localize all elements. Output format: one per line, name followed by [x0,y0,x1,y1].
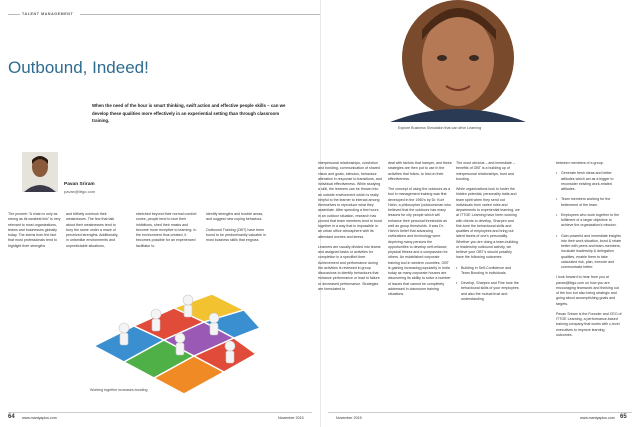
footer-url-right: www.mantyaplus.com [580,416,615,420]
list-item: • Team members working for the betterment of the team. [556,197,622,208]
article-title: Outbound, Indeed! [8,58,149,77]
portrait-photo [330,0,560,122]
author-email: pavan@lttgo.com [64,189,96,194]
column-4 [206,212,266,248]
column-5 [318,161,382,297]
jigsaw-team-illustration [84,276,264,400]
header-rule-left [8,14,20,15]
column-5-paragraph-1: interpersonal relationships, conviction and bonding, communication of shared vision and goals, stimulus, behaviour alteration in response to transitions, and individual effectiveness. While studying a skill, the learners can be thrown into an outside environment which is really helpful to the learner to interact among themselves to reproduce what they assimilate. After spending a few hours in an outdoor situation, research has proved that team members tend to bond together in a way that is impossible in an urban office atmosphere with its attendant worries and stress. [318,161,382,239]
section-tag: TALENT MANAGEMENT [22,12,74,16]
column-2 [66,212,120,254]
footer-url-left: www.mantyaplus.com [22,416,57,420]
page-number-right: 65 [620,414,627,420]
list-item: • Develop, Sharpen and Fine tune the behavioural skills of your employees and also the mutual trust and understanding [456,281,520,302]
column-7-paragraph-1: The most obvious – and immediate – benefits of OBT is a building up of interpersonal relationships, trust and bonding. [456,161,515,181]
column-8-bullets [556,171,622,270]
column-7 [456,161,520,307]
column-3 [136,212,198,254]
column-6 [388,161,452,302]
jigsaw-caption: Working together increases bonding [90,388,148,392]
column-4-paragraph-1: identify strengths and trouble areas, and suggest new coping behaviour. [206,212,264,222]
column-4-paragraph-2: Outbound Training (OBT) have been found to be predominantly valuable in most business skills that engross [206,227,266,242]
column-1 [8,212,62,254]
column-8-closing-1: I look forward to hear from you at pavan@lttgo.com on how you are encouraging teamwork and thinking out of the box but also being strategic and going about accomplishing goals and targets. [556,275,619,306]
column-6-paragraph-2: The concept of using the outdoors as a tool in management training was first developed in the 1950's by Dr. Kurt Hahn, a philosopher (outdoorsman who believed that the outdoors has many lessons for city people which will enhance their personal thresholds as well as group thresholds. It was Dr. Hahn's belief that advancing civilizations and technology were depriving many persons the opportunities to develop self-reliance, physical fitness and a compassion for others. An established corporate training tool in western countries, OBT is gaining increasing popularity in India today as many corporate houses are discovering its ability to solve a number of issues that cannot be completely addressed in classroom training situations. [388,187,451,296]
column-6-paragraph-1: deal with factors that hamper, and these strategies are then put to use in the activities that follow, to trial on their effectiveness. [388,161,452,181]
column-8-closing-2: Pavan Sriram is the Founder and CEO of ITTGE Learning, a performance-based training company that works with c-level executives to improve learning outcomes. [556,311,622,337]
page-number-left: 64 [8,414,15,420]
column-7-bullets [456,266,520,303]
footer-rule-left [8,412,312,413]
list-item: • Building in Self-Confidence and Team Bonding in individuals. [456,266,520,277]
list-item: • Generate fresh ideas and better attitudes which act as a trigger to reconsider existing work-related attitudes. [556,171,622,192]
list-item: • Gain powerful and immediate insights into their work situation, bond & relate better with peers and team-members, inculcate leadership & delegation qualities, enable them to take calculated risk, plan, execute and communicate better. [556,234,622,271]
header-rule-right [80,14,320,15]
footer-date-right: November 2015 [336,416,362,420]
list-item: • Employees who work together to the fulfilment of a larger objective to achieve the organization's mission. [556,213,622,229]
column-2-paragraph: and blithely overlook their weaknesses. The few that talk about their weaknesses tend to bury the same under a maze of perceived strengths. Additionally, in unfamiliar environments and unpredictable situations, [66,212,119,248]
author-avatar [22,152,58,192]
author-name: Pavan Sriram [64,182,95,187]
footer-date-left: November 2015 [278,416,304,420]
portrait-caption: Explore Business Simulation that can drive Learning [398,126,482,130]
article-intro: When the need of the hour is smart thinking, swift action and effective people skills – can we develop these qualities more effectively in an experiential setting than through classroom training. [92,103,286,124]
column-8-paragraph-1: between members of a group. [556,161,604,165]
footer-rule-right [328,412,632,413]
column-8 [556,161,622,343]
column-5-paragraph-2: Learners are usually divided into teams and assigned tasks or activities for completion in a specified time. Achievement and performance during the activities is reviewed in group discussions to identify behaviours that enhance performance or lead to failure or decreased performance. Strategies are formulated to [318,244,381,291]
column-3-paragraph: stretched beyond their normal comfort zones, people tend to lose their inhibitions, shed their masks and become more receptive to learning. In the environment thus created, it becomes possible for an experienced facilitator to [136,212,197,248]
column-1-paragraph: The proverb "A chain is only as strong as its weakest link" is very relevant to most organizations, teams and businesses globally today. The stems from the fact that most professionals tend to highlight their strengths [8,212,61,248]
column-7-paragraph-2: While organizations look to foster the hidden potential, personality traits and team spirit when they send out individuals from varied roles and departments to experiential learning, we at ITTGE Learning have been working with clients to develop, Sharpen and fine-tune the behavioural skills and qualities of employees and bring out latent facets of one's personality. Whether you are doing a team-building or leadership outbound activity, we believe your OBT's should possibly have the following outcomes: [456,187,520,260]
